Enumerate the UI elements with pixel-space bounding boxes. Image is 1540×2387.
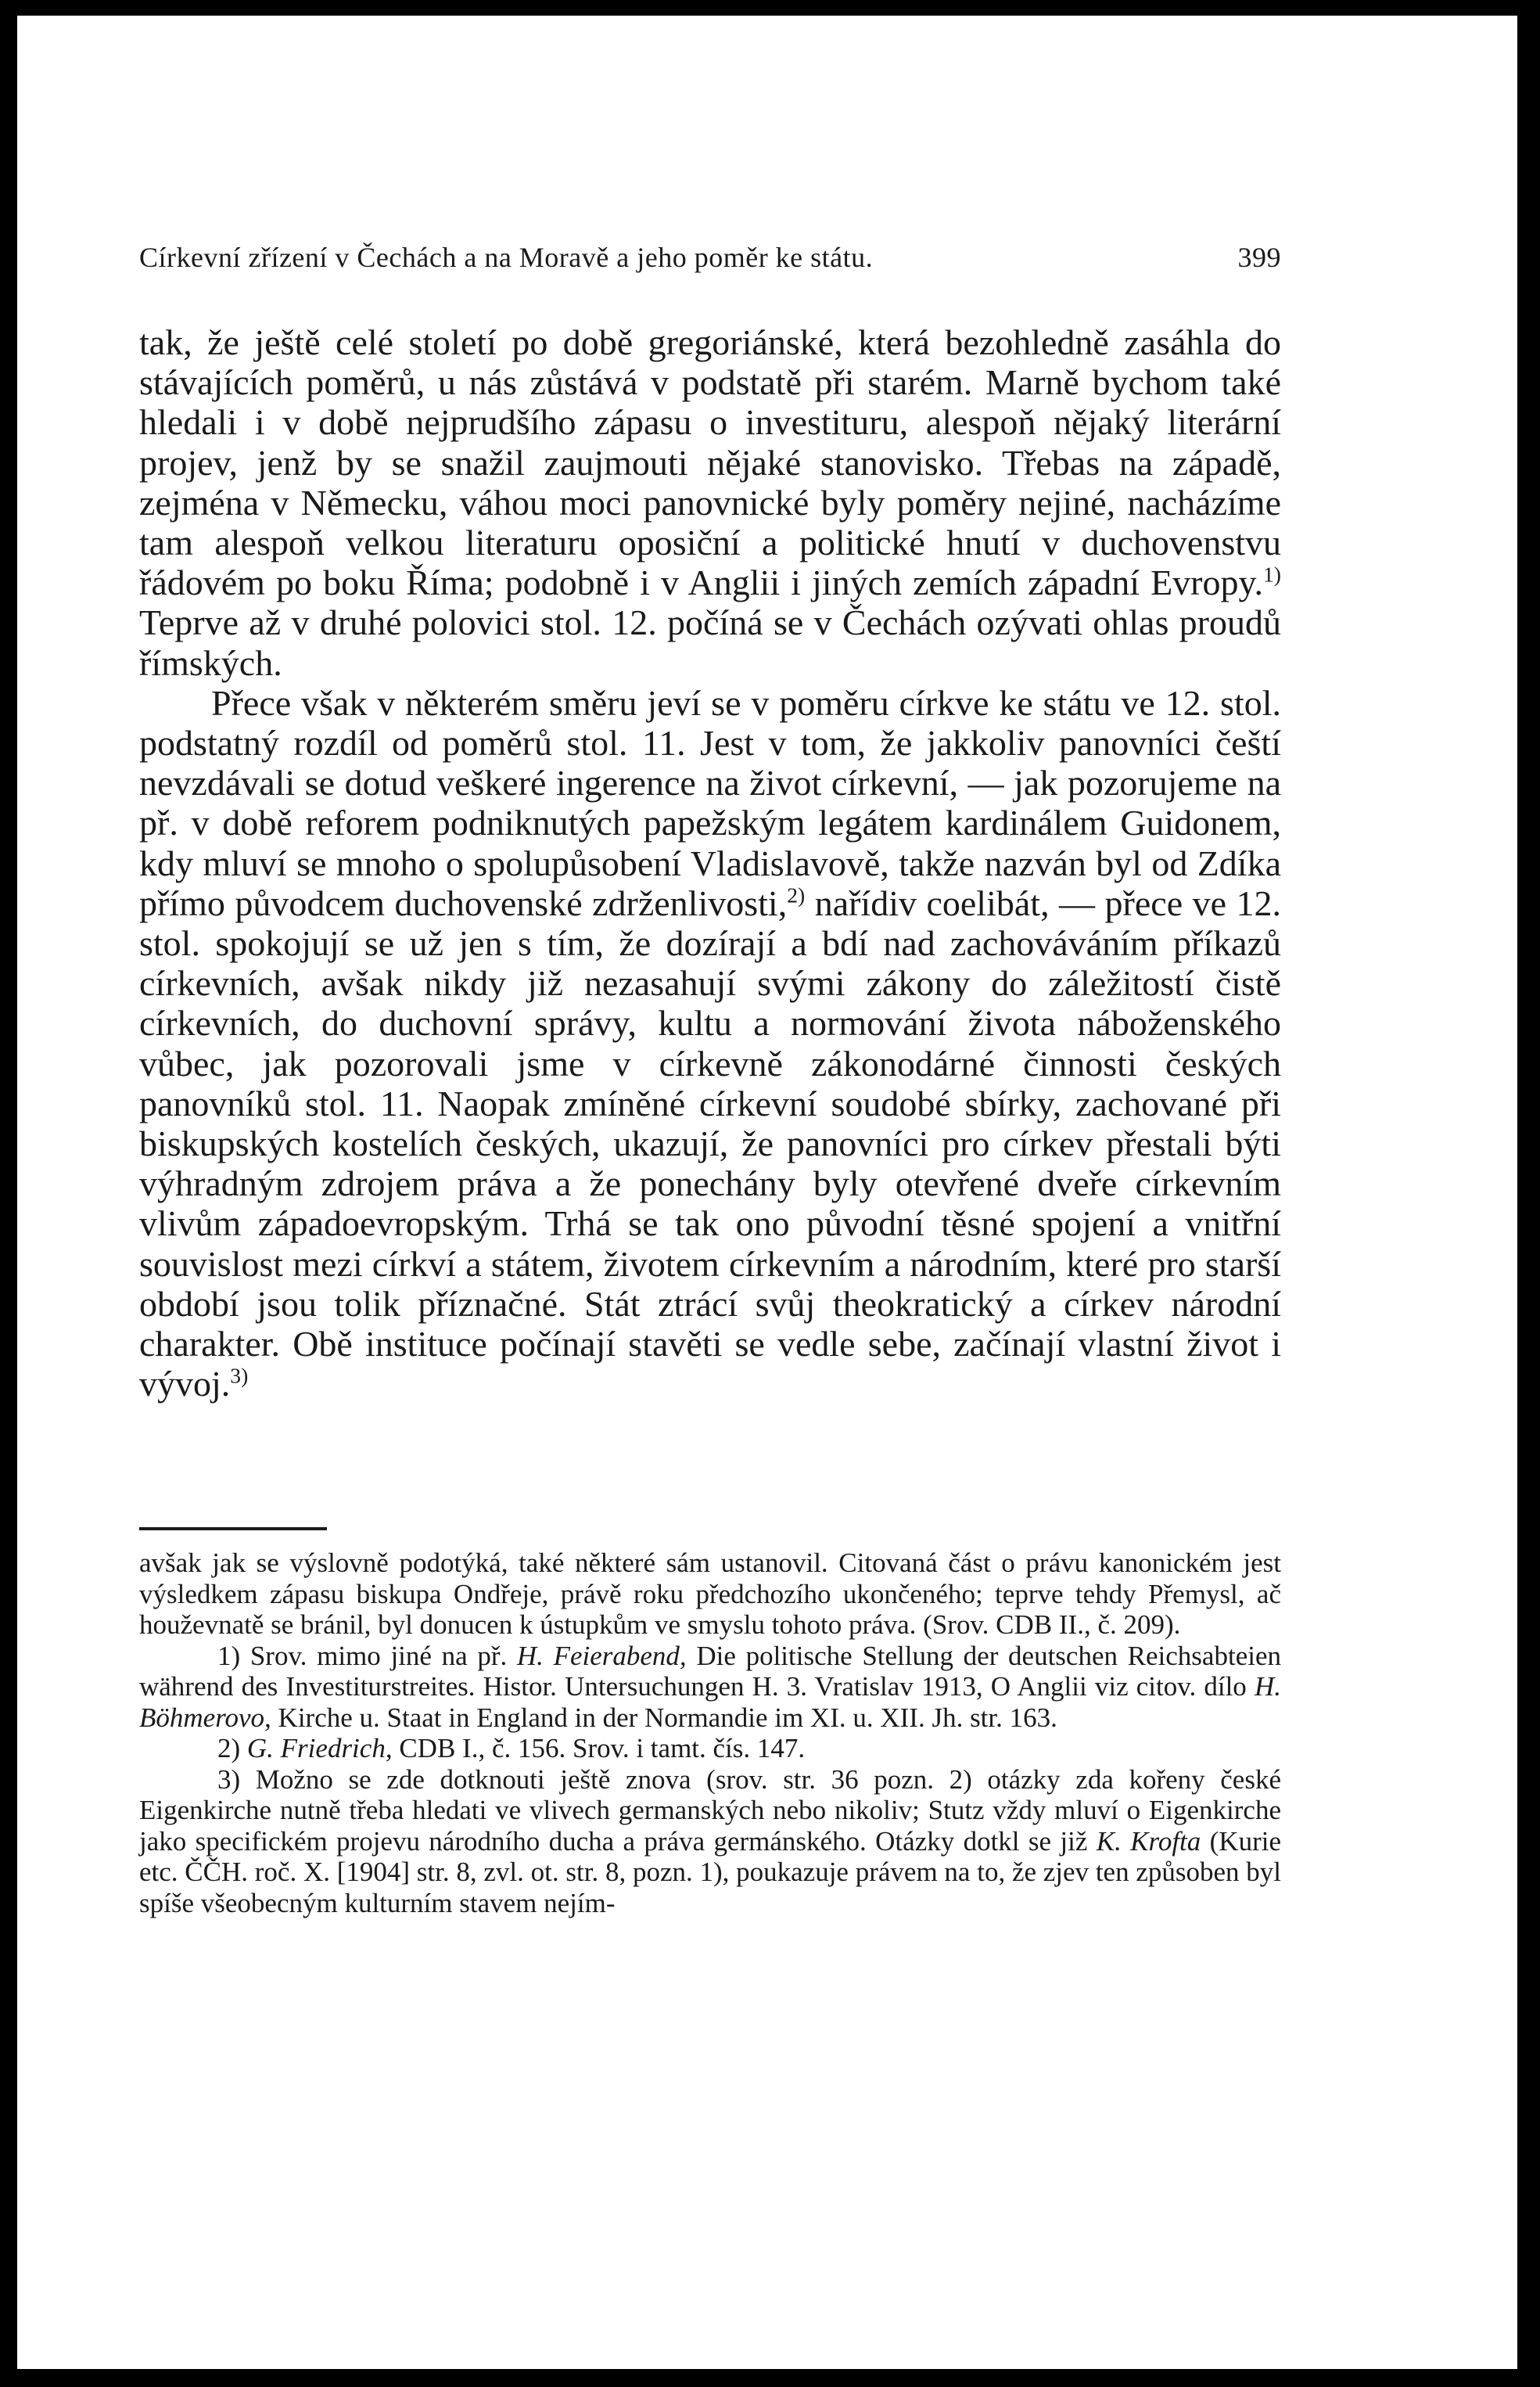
footnote-2: 2) G. Friedrich, CDB I., č. 156. Srov. i tamt. čís. 147.: [217, 1733, 806, 1763]
paragraph-1: tak, že ještě celé století po době gregoriánské, která bezohledně zasáhla do stávajících poměrů, u nás zůstává v podstatě při starém. Marně bychom také hledali i v době nejprudšího zápasu o investituru, alespoň nějaký literární projev, jenž by se snažil zaujmouti nějaké stanovisko. Třebas na západě, zejména v Německu, váhou moci panovnické byly poměry nejiné, nacházíme tam alespoň velkou literaturu oposiční a politické hnutí v duchovenstvu řádovém po boku Říma; podobně i v Anglii i jiných zemích západní Evropy.$^{1)}$ Teprve až v druhé polovici stol. 12. počíná se v Čechách ozývati ohlas proudů římských.: [139, 322, 1281, 683]
paragraph-2: Přece však v některém směru jeví se v poměru církve ke státu ve 12. stol. podstatný rozdíl od poměrů stol. 11. Jest v tom, že jakkoliv panovníci čeští nevzdávali se dotud veškeré ingerence na život církevní, — jak pozorujeme na př. v době reforem podniknutých papežským legátem kardinálem Guidonem, kdy mluví se mnoho o spolupůsobení Vladislavově, takže nazván byl od Zdíka přímo původcem duchovenské zdrženlivosti,$^{2)}$ nařídiv coelibát, — přece ve 12. stol. spokojují se už jen s tím, že dozírají a bdí nad zachováváním příkazů církevních, avšak nikdy již nezasahují svými zákony do záležitostí čistě církevních, do duchovní správy, kultu a normování života náboženského vůbec, jak pozorovali jsme v církevně zákonodárné činnosti českých panovníků stol. 11. Naopak zmíněné církevní soudobé sbírky, zachované při biskupských kostelích českých, ukazují, že panovníci pro církev přestali býti výhradným zdrojem práva a že ponechány byly otevřené dveře církevním vlivům západoevropským. Trhá se tak ono původní těsné spojení a vnitřní souvislost mezi církví a státem, životem církevním a národním, které pro starší období jsou tolik příznačné. Stát ztrácí svůj theokratický a církev národní charakter. Obě instituce počínají stavěti se vedle sebe, začínají vlastní život i vývoj.$^{3)}$: [139, 682, 1281, 1404]
footnote-separator: [139, 1527, 327, 1530]
footnotes: [139, 1548, 1281, 1918]
main-text: [139, 322, 1281, 1404]
footnote-ref-1: 1): [1263, 562, 1281, 587]
running-title: Církevní zřízení v Čechách a na Moravě a jeho poměr ke státu.: [139, 242, 874, 273]
footnote-3: 3) Možno se zde dotknouti ještě znova (srov. str. 36 pozn. 2) otázky zda kořeny české Eigenkirche nutně třeba hledati ve vlivech germanských nebo nikoliv; Stutz vždy mluví o Eigenkirche jako specifickém projevu národního ducha a práva germánského. Otázky dotkl se již K. Krofta (Kurie etc. ČČH. roč. X. [1904] str. 8, zvl. ot. str. 8, pozn. 1), poukazuje právem na to, že zjev ten způsoben byl spíše všeobecným kulturním stavem nejím-: [139, 1763, 1281, 1918]
footnote-ref-3: 3): [230, 1363, 249, 1388]
footnote-1: 1) Srov. mimo jiné na př. H. Feierabend, Die politische Stellung der deutschen Reichsabteien während des Investiturstreites. Histor. Untersuchungen H. 3. Vratislav 1913, O Anglii viz citov. dílo H. Böhmerovo, Kirche u. Staat in England in der Normandie im XI. u. XII. Jh. str. 163.: [139, 1640, 1281, 1733]
footnote-continuation: avšak jak se výslovně podotýká, také některé sám ustanovil. Citovaná část o právu kanonickém jest výsledkem zápasu biskupa Ondřeje, právě roku předchozího ukončeného; teprve tehdy Přemysl, ač houževnatě se bránil, byl donucen k ústupkům ve smyslu tohoto práva. (Srov. CDB II., č. 209).: [139, 1548, 1281, 1640]
running-header: [139, 241, 1281, 274]
footnote-ref-2: 2): [787, 883, 806, 908]
book-page: [17, 16, 1517, 2369]
page-number: 399: [1237, 242, 1281, 273]
